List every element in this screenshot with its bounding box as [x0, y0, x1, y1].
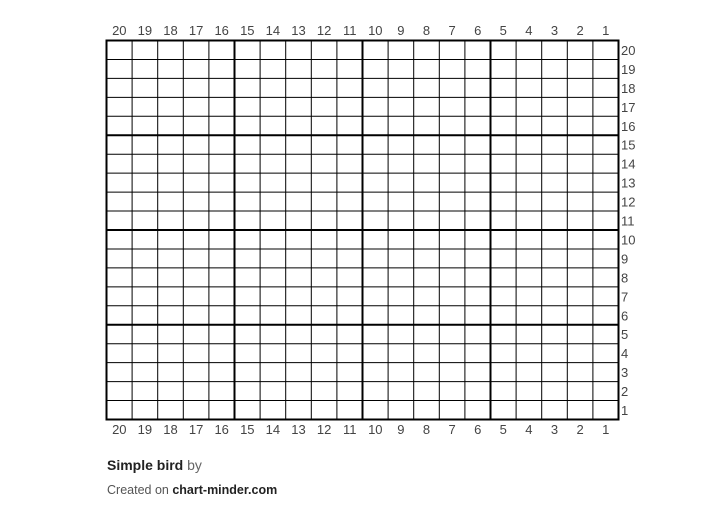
- row-label: 6: [621, 308, 629, 324]
- row-label: 4: [621, 346, 629, 362]
- row-label: 1: [621, 403, 629, 419]
- credit-prefix: Created on: [107, 483, 169, 497]
- column-label-top: 4: [525, 23, 533, 38]
- column-label-bottom: 16: [214, 422, 229, 437]
- column-label-top: 8: [422, 23, 431, 38]
- row-label: 10: [621, 232, 636, 248]
- column-label-bottom: 17: [188, 422, 204, 437]
- row-label: 13: [621, 175, 636, 191]
- row-label: 18: [621, 80, 636, 96]
- column-label-top: 15: [240, 23, 255, 38]
- credit-line: [107, 483, 277, 497]
- pattern-author-label: by: [187, 457, 202, 473]
- row-label: 2: [621, 384, 629, 400]
- row-label: 16: [621, 118, 636, 134]
- column-label-bottom: 1: [602, 422, 610, 437]
- row-label: 15: [621, 137, 636, 153]
- row-label: 12: [621, 194, 636, 210]
- column-label-bottom: 7: [448, 422, 456, 437]
- column-label-top: 14: [265, 23, 281, 38]
- pattern-title-line: [107, 457, 202, 473]
- column-label-top: 16: [214, 23, 229, 38]
- column-label-top: 20: [112, 23, 127, 38]
- column-label-bottom: 11: [342, 422, 357, 437]
- row-label: 19: [621, 61, 636, 77]
- column-label-top: 2: [576, 23, 584, 38]
- column-label-bottom: 13: [291, 422, 306, 437]
- column-label-top: 13: [291, 23, 306, 38]
- pattern-title: Simple bird: [107, 457, 184, 473]
- row-label: 7: [621, 289, 629, 305]
- column-label-top: 10: [368, 23, 383, 38]
- row-label: 9: [621, 251, 629, 267]
- column-label-bottom: 9: [397, 422, 405, 437]
- column-label-bottom: 3: [550, 422, 559, 437]
- column-label-top: 17: [188, 23, 204, 38]
- credit-site-link[interactable]: chart-minder.com: [172, 483, 278, 497]
- column-label-top: 6: [474, 23, 482, 38]
- column-label-bottom: 2: [576, 422, 584, 437]
- column-label-top: 5: [499, 23, 507, 38]
- column-label-top: 18: [163, 23, 178, 38]
- column-label-bottom: 6: [474, 422, 482, 437]
- column-label-bottom: 19: [137, 422, 153, 437]
- column-label-bottom: 20: [112, 422, 127, 437]
- row-label: 11: [621, 213, 635, 229]
- column-label-top: 3: [550, 23, 559, 38]
- column-label-top: 1: [602, 23, 610, 38]
- row-label: 8: [621, 270, 629, 286]
- column-label-bottom: 4: [525, 422, 533, 437]
- row-label: 5: [621, 327, 629, 343]
- column-label-bottom: 12: [316, 422, 332, 437]
- row-label: 20: [621, 42, 636, 58]
- column-label-bottom: 15: [240, 422, 255, 437]
- column-label-top: 9: [397, 23, 405, 38]
- column-label-bottom: 18: [163, 422, 178, 437]
- row-label: 17: [621, 99, 636, 115]
- column-label-top: 11: [342, 23, 357, 38]
- column-label-bottom: 8: [422, 422, 431, 437]
- column-label-bottom: 14: [265, 422, 281, 437]
- column-label-bottom: 10: [368, 422, 383, 437]
- row-label: 14: [621, 156, 636, 172]
- column-label-top: 7: [448, 23, 456, 38]
- row-label: 3: [621, 365, 629, 381]
- column-label-top: 19: [137, 23, 153, 38]
- column-label-top: 12: [316, 23, 332, 38]
- column-label-bottom: 5: [499, 422, 507, 437]
